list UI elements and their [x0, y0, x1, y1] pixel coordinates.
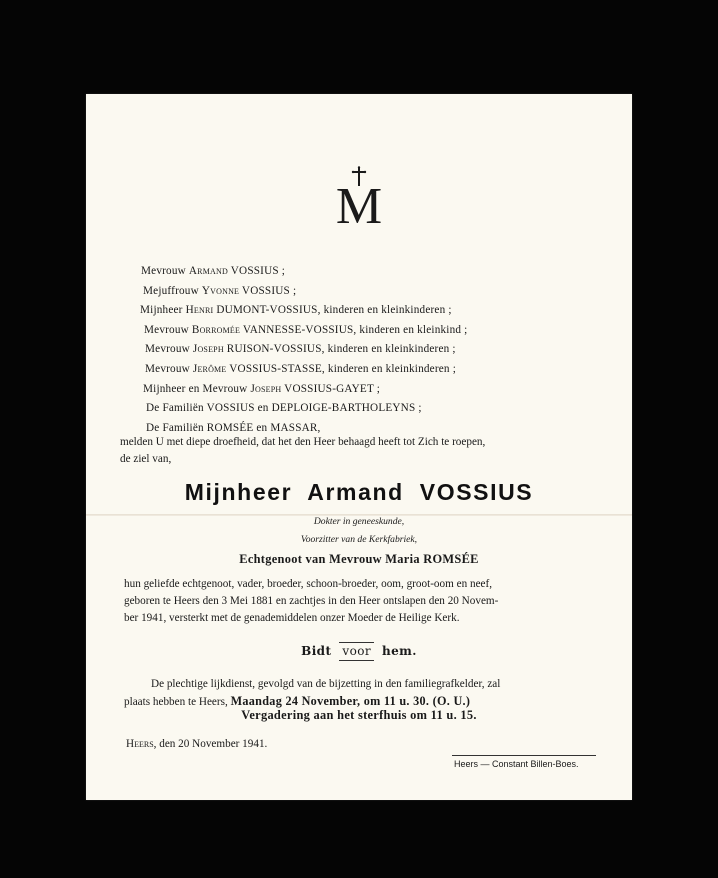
biography-line: hun geliefde echtgenoot, vader, broeder, schoon-broeder, oom, groot-oom en neef,: [124, 578, 493, 590]
mourning-card: [86, 94, 632, 800]
prayer-word: Bidt: [301, 644, 332, 658]
prayer-word: voor: [339, 642, 374, 661]
printer-credit: Heers — Constant Billen-Boes.: [454, 759, 579, 769]
family-line-rest: RUISON-VOSSIUS, kinderen en kleinkinderen ;: [223, 343, 456, 356]
family-line-rest: VOSSIUS-GAYET ;: [281, 382, 381, 395]
deceased-title: Dokter in geneeskunde,: [313, 516, 405, 527]
biography-line: ber 1941, versterkt met de genademiddelen onzer Moeder de Heilige Kerk.: [124, 612, 460, 624]
deceased-name: Mijnheer Armand VOSSIUS: [184, 479, 534, 505]
family-line: [116, 262, 596, 282]
monogram-m-with-cross-icon: [325, 166, 393, 226]
family-line-firstname: Joseph: [192, 343, 224, 356]
family-line-rest: VOSSIUS ;: [227, 265, 286, 277]
family-line-firstname: Henri: [185, 304, 214, 317]
family-line: [116, 380, 596, 400]
family-line-firstname: Jerôme: [192, 362, 227, 375]
family-line: [116, 282, 596, 302]
family-line: [116, 340, 596, 360]
announcement-line: de ziel van,: [120, 453, 172, 465]
funeral-line: plaats hebben te Heers,: [124, 696, 231, 708]
family-line-firstname: Borromée: [191, 323, 241, 336]
family-line-rest: VOSSIUS ;: [239, 284, 297, 297]
prayer-request: [86, 642, 632, 661]
family-line-rest: VOSSIUS-STASSE, kinderen en kleinkinderen ;: [226, 362, 457, 375]
family-line-prefix: Mevrouw: [145, 343, 193, 356]
family-line-text: De Familiën ROMSÉE en MASSAR,: [146, 421, 321, 434]
family-list: [116, 262, 596, 438]
funeral-datetime: Maandag 24 November, om 11 u. 30. (O. U.): [230, 694, 471, 708]
gathering-notice: Vergadering aan het sterfhuis om 11 u. 15.: [241, 708, 477, 722]
funeral-line: De plechtige lijkdienst, gevolgd van de bijzetting in den familiegrafkelder, zal: [151, 678, 501, 690]
place-date: [126, 738, 267, 750]
family-line: [116, 360, 596, 380]
family-line-firstname: Yvonne: [201, 284, 240, 297]
family-line-prefix: Mevrouw: [141, 265, 189, 277]
family-line-prefix: Mevrouw: [144, 323, 192, 336]
funeral-notice: [124, 676, 604, 711]
monogram-letter: M: [335, 178, 383, 226]
family-line-rest: DUMONT-VOSSIUS, kinderen en kleinkinderen ;: [213, 304, 452, 317]
family-line-text: De Familiën VOSSIUS en DEPLOIGE-BARTHOLEYNS ;: [146, 402, 422, 415]
announcement-line: melden U met diepe droefheid, dat het den Heer behaagd heeft tot Zich te roepen,: [120, 436, 486, 448]
biography-line: geboren te Heers den 3 Mei 1881 en zachtjes in den Heer ontslapen den 20 Novem-: [124, 595, 499, 607]
family-line: [116, 301, 596, 321]
family-line: [116, 321, 596, 341]
marian-monogram: [86, 166, 632, 231]
announcement: [120, 434, 600, 468]
family-line-firstname: Joseph: [250, 382, 282, 395]
place-name: Heers: [126, 738, 154, 750]
spouse-line: Echtgenoot van Mevrouw Maria ROMSÉE: [239, 552, 479, 566]
family-line-prefix: Mijnheer: [140, 304, 186, 317]
biography: [124, 576, 604, 627]
family-line-firstname: Armand: [188, 265, 228, 277]
family-line-prefix: Mijnheer en Mevrouw: [143, 382, 251, 395]
prayer-word: hem.: [381, 644, 417, 658]
family-line-prefix: Mejuffrouw: [143, 284, 202, 297]
family-line-rest: VANNESSE-VOSSIUS, kinderen en kleinkind ;: [240, 323, 468, 336]
deceased-title: Voorzitter van de Kerkfabriek,: [300, 534, 418, 545]
printer-divider: [452, 755, 596, 756]
family-line-prefix: Mevrouw: [145, 362, 193, 375]
date-text: , den 20 November 1941.: [153, 738, 268, 750]
family-line: [116, 399, 596, 419]
